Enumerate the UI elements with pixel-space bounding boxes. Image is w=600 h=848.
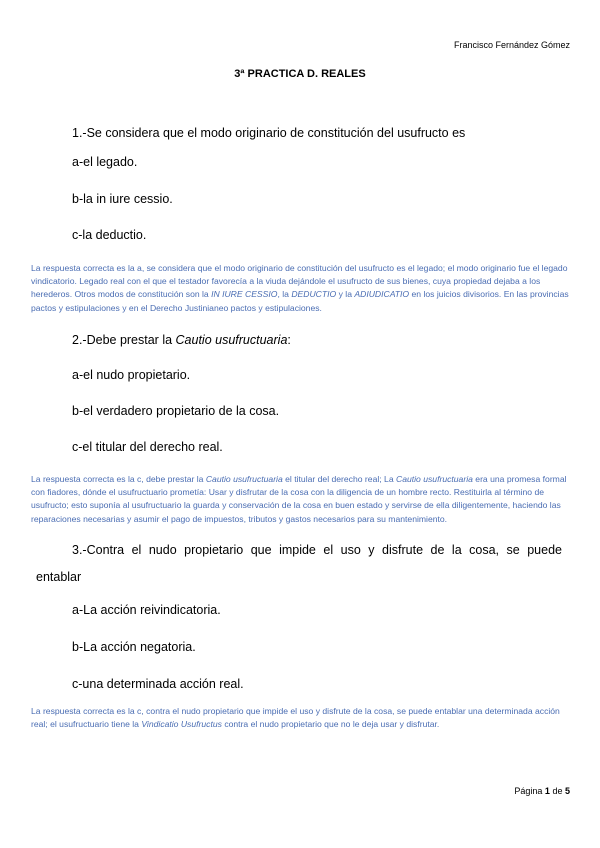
- answer-3: La respuesta correcta es la c, contra el nudo propietario que impide el uso y disfrute de la cosa, se puede entablar una determinada acción real; el usufructuario tiene la Vindicatio Usufructus contra el nudo propietario que no le deja usar y disfrutar.: [31, 706, 560, 730]
- question-2: 2.-Debe prestar la Cautio usufructuaria:: [72, 333, 291, 347]
- question-2-option-a: a-el nudo propietario.: [72, 368, 191, 382]
- question-3-option-c: c-una determinada acción real.: [72, 677, 244, 691]
- answer-1: La respuesta correcta es la a, se considera que el modo originario de constitución del usufructo es el legado; el modo originario fue el legado vindicatorio. Legado real con el que el testador favorecía a la viuda dejándole el usufructo de sus bienes, cuya propiedad dejaba a los herederos. Otros modos de constitución son la IN IURE CESSIO, la DEDUCTIO y la ADIUDICATIO en los juicios divisorios. En las provincias pactos y estipulaciones y en el Derecho Justinianeo pactos y estipulaciones.: [31, 263, 569, 313]
- question-2-option-c: c-el titular del derecho real.: [72, 440, 223, 454]
- question-1-option-b: b-la in iure cessio.: [72, 192, 173, 206]
- page-title: 3ª PRACTICA D. REALES: [234, 68, 366, 80]
- question-2-option-b: b-el verdadero propietario de la cosa.: [72, 404, 280, 418]
- question-3-option-a: a-La acción reivindicatoria.: [72, 603, 221, 617]
- page-number: Página 1 de 5: [514, 786, 570, 796]
- question-3-option-b: b-La acción negatoria.: [72, 640, 196, 654]
- header-author: Francisco Fernández Gómez: [453, 40, 570, 50]
- question-3-line-1: 3.-Contra el nudo propietario que impide el uso y disfrute de la cosa, se puede: [72, 543, 562, 557]
- question-1-option-c: c-la deductio.: [72, 228, 147, 242]
- answer-2: La respuesta correcta es la c, debe prestar la Cautio usufructuaria el titular del derecho real; La Cautio usufructuaria era una promesa formal con fiadores, dónde el usufructuario prometía: Usar y disfrutar de la cosa con la diligencia de un hombre recto. Restituirla al término de usufructo; esto suponía al usufructuario la guarda y conservación de la cosa en buen estado y servirse de ella diligentemente, haciendo las reparaciones necesarias y asumir el pago de impuestos, tributos y gastos necesarios para su mantenimiento.: [31, 474, 567, 524]
- question-1: 1.-Se considera que el modo originario de constitución del usufructo es: [72, 126, 466, 140]
- question-1-option-a: a-el legado.: [72, 155, 138, 169]
- question-3-line-2: entablar: [36, 570, 82, 584]
